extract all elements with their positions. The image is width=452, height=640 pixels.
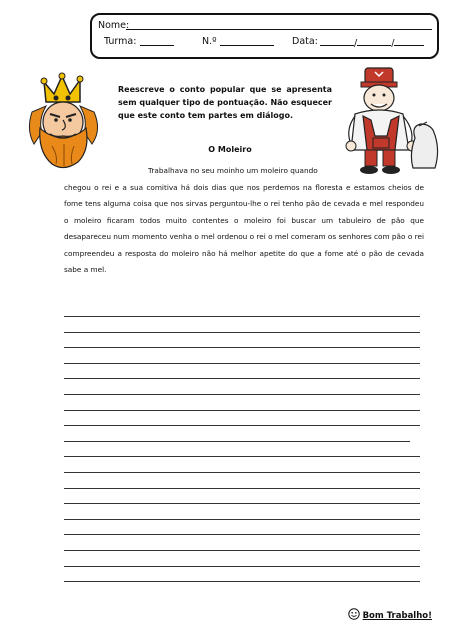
story-text [64,163,424,279]
writing-line[interactable] [64,503,420,504]
story-title: O Moleiro [208,145,252,154]
writing-line[interactable] [64,394,420,395]
writing-line[interactable] [64,347,420,348]
name-field[interactable] [126,20,432,33]
instructions-text: Reescreve o conto popular que se apresenta sem qualquer tipo de pontuação. Não esquecer que este conto tem partes em diálogo. [118,85,332,120]
writing-line[interactable] [64,566,420,567]
writing-line[interactable] [64,550,420,551]
class-field[interactable] [140,36,174,49]
name-label: Nome: [98,20,130,31]
writing-line[interactable] [64,378,420,379]
footer-text: Bom Trabalho! [362,611,432,621]
story-body: chegou o rei e a sua comitiva há dois dias que nos perdemos na floresta e estamos cheios de fome tens alguma coisa que nos sirvas perguntou-lhe o rei tenho pão de cevada e mel respondeu o moleiro ficaram todos muito contentes o moleiro foi buscar um tabuleiro de pão que desapareceu num momento venha o mel ordenou o rei o mel comeram os senhores com pão o rei compreendeu a resposta do moleiro não há melhor apetite do que a fome até o pão de cevada sabe a mel. [64,182,424,274]
number-label: N.º [202,36,217,47]
smiley-icon [348,608,360,623]
writing-line[interactable] [64,316,420,317]
writing-line[interactable] [64,488,420,489]
date-separator-2: / [391,38,395,49]
student-info-box [90,13,439,59]
king-illustration [18,72,110,176]
story-first-line: Trabalhava no seu moinho um moleiro quando [148,166,318,175]
class-label: Turma: [104,36,137,47]
writing-line[interactable] [64,472,420,473]
writing-line[interactable] [64,534,420,535]
writing-line[interactable] [64,332,420,333]
writing-line[interactable] [64,581,420,582]
date-separator-1: / [354,38,358,49]
writing-line[interactable] [64,410,420,411]
writing-line[interactable] [64,441,410,442]
writing-line[interactable] [64,363,420,364]
number-field[interactable] [220,36,274,49]
writing-line[interactable] [64,425,420,426]
writing-line[interactable] [64,519,420,520]
writing-line[interactable] [64,456,420,457]
footer-message [348,608,432,623]
name-row [98,20,431,32]
date-label: Data: [292,36,318,47]
details-row [98,36,431,48]
date-field[interactable] [320,36,432,49]
